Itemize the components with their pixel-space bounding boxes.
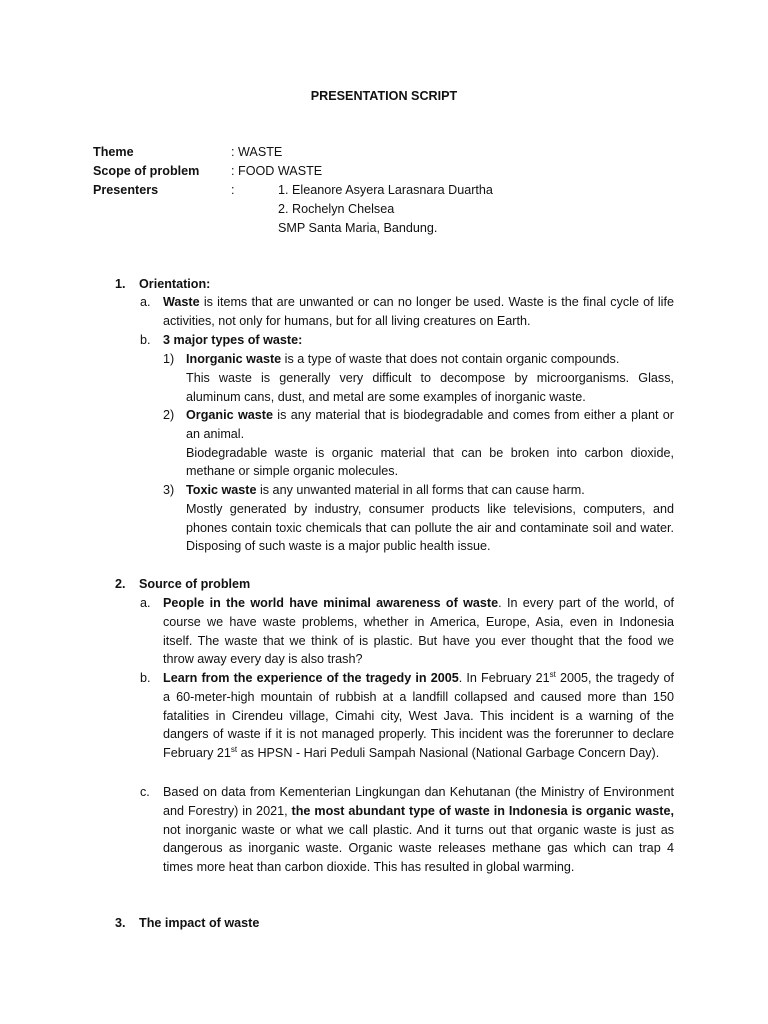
section-2-number: 2. — [115, 577, 126, 591]
sub-marker: 3) — [163, 483, 175, 497]
organic-waste-finding: the most abundant type of waste in Indonesia is organic waste, — [291, 803, 674, 818]
section-2-title: Source of problem — [139, 577, 251, 591]
page-title: PRESENTATION SCRIPT — [310, 89, 458, 103]
definition-toxic: is any unwanted material in all forms that can cause harm. — [256, 483, 585, 497]
ordinal-suffix: st — [230, 745, 238, 754]
item-text — [163, 594, 674, 669]
presenter-2: 2. Rochelyn Chelsea — [278, 202, 395, 216]
sub-marker: 2) — [163, 408, 175, 422]
term-inorganic: Inorganic waste — [186, 352, 282, 366]
presenters-label: Presenters — [93, 183, 159, 197]
tragedy-text-2: 2005, the tragedy of a 60-meter-high mountain of rubbish at a landfill collapsed and caused more than 150 fatalities in Cirendeu village, Cimahi city, West Java. This incident is a warning of the dangers of waste if it is not managed properly. This incident was the forerunner to declare February 21 — [163, 671, 675, 761]
item-marker: a. — [140, 596, 151, 610]
tragedy-text-1: . In February 21 — [458, 671, 550, 685]
section-1-number: 1. — [115, 277, 126, 291]
tragedy-heading: Learn from the experience of the tragedy in 2005 — [163, 671, 459, 685]
section-1-title: Orientation: — [139, 277, 211, 291]
data-source-text: Based on data from Kementerian Lingkungan dan Kehutanan (the Ministry of Environment and Forestry) in 2021, — [163, 785, 674, 818]
section-1-heading — [115, 275, 210, 294]
theme-value: : WASTE — [231, 145, 283, 159]
item-marker: c. — [140, 785, 150, 799]
item-text — [163, 783, 674, 877]
sub-text — [186, 350, 674, 406]
sub-text — [186, 481, 674, 556]
term-organic: Organic waste — [186, 408, 273, 422]
sub-marker: 1) — [163, 352, 175, 366]
awareness-heading: People in the world have minimal awareness of waste — [163, 596, 499, 610]
presenter-1: 1. Eleanore Asyera Larasnara Duartha — [278, 183, 493, 197]
definition-inorganic: is a type of waste that does not contain organic compounds. — [281, 352, 620, 366]
presenters-colon: : — [231, 183, 235, 197]
scope-label: Scope of problem — [93, 164, 200, 178]
term-waste: Waste — [163, 295, 200, 309]
school-name: SMP Santa Maria, Bandung. — [278, 221, 438, 235]
section-3-title: The impact of waste — [139, 916, 260, 930]
scope-value: : FOOD WASTE — [231, 164, 323, 178]
awareness-text: . In every part of the world, of course we have waste problems, whether in America, Europe, Asia, even in Indonesia itself. The waste that we think of is plastic. But have you ever thought that the food we throw away every day is also trash? — [163, 596, 674, 667]
types-heading: 3 major types of waste: — [163, 333, 303, 347]
item-text — [163, 669, 674, 763]
section-2-heading — [115, 575, 250, 594]
detail-toxic: Mostly generated by industry, consumer products like televisions, computers, and phones contain toxic chemicals that can pollute the air and contaminate soil and water. Disposing of such waste is a major public health issue. — [186, 501, 674, 554]
item-marker: a. — [140, 295, 151, 309]
tragedy-text-3: as HPSN - Hari Peduli Sampah Nasional (National Garbage Concern Day). — [237, 746, 660, 761]
detail-organic: Biodegradable waste is organic material that can be broken into carbon dioxide, methane or simple organic molecules. — [186, 445, 674, 479]
item-marker: b. — [140, 333, 151, 347]
term-toxic: Toxic waste — [186, 483, 257, 497]
detail-inorganic: This waste is generally very difficult to decompose by microorganisms. Glass, aluminum cans, dust, and metal are some examples of inorganic waste. — [186, 370, 674, 404]
ordinal-suffix: st — [549, 669, 556, 679]
item-marker: b. — [140, 671, 151, 685]
item-text — [163, 331, 674, 350]
item-text — [163, 293, 674, 331]
section-3-number: 3. — [115, 916, 126, 930]
definition-organic: is any material that is biodegradable and comes from either a plant or an animal. — [186, 408, 674, 441]
section-3-heading — [115, 914, 259, 933]
organic-waste-text: not inorganic waste or what we call plastic. And it turns out that organic waste is just as dangerous as inorganic waste. Organic waste releases methane gas which can trap 4 times more heat than carbon dioxide. This has resulted in global warming. — [163, 822, 674, 875]
theme-label: Theme — [93, 145, 134, 159]
definition-waste: is items that are unwanted or can no longer be used. Waste is the final cycle of life activities, not only for humans, but for all living creatures on Earth. — [163, 295, 674, 328]
sub-text — [186, 406, 674, 481]
